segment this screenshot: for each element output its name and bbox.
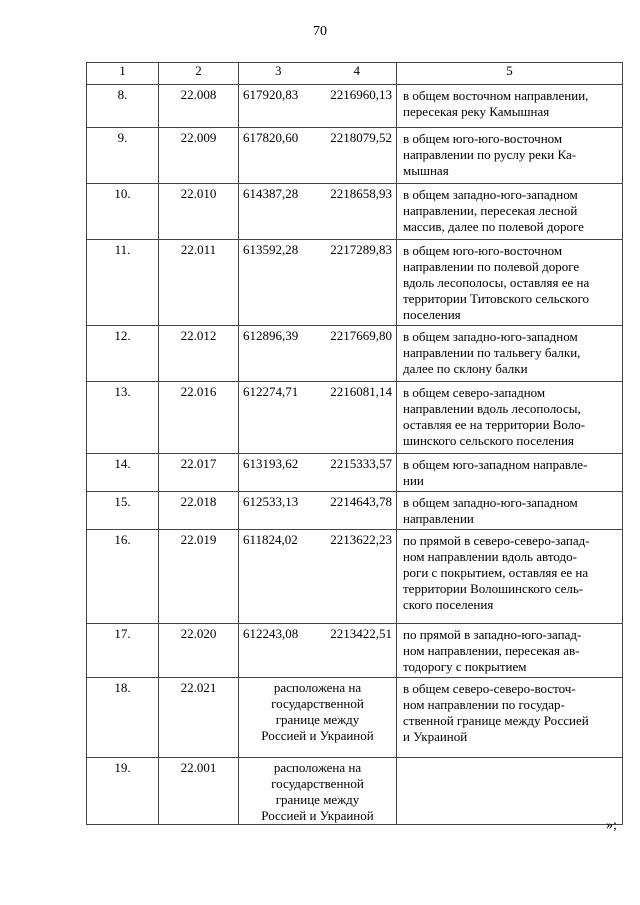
- row-number: 8.: [87, 85, 159, 128]
- coordinate-x: 611824,02: [243, 532, 298, 547]
- description-line: в общем западно-юго-западном: [403, 187, 578, 202]
- description-line: направлении: [403, 511, 474, 526]
- row-number: 14.: [87, 454, 159, 492]
- point-id: 22.019: [159, 530, 239, 624]
- description-line: направлении вдоль лесополосы,: [403, 401, 581, 416]
- table-row: [87, 184, 623, 240]
- location-note-line: расположена на: [273, 760, 362, 775]
- description-line: оставляя ее на территории Воло-: [403, 417, 586, 432]
- direction-description: [397, 758, 623, 825]
- coordinate-x: 612274,71: [243, 384, 299, 399]
- coordinates: [239, 128, 397, 184]
- header-col-5: 5: [397, 63, 623, 85]
- row-number: 15.: [87, 492, 159, 530]
- description-line: мышная: [403, 163, 449, 178]
- coordinate-x: 613193,62: [243, 456, 299, 471]
- direction-description: [397, 128, 623, 184]
- point-id: 22.010: [159, 184, 239, 240]
- table-row: [87, 624, 623, 678]
- description-line: ном направлении по государ-: [403, 697, 565, 712]
- location-note-line: государственной: [271, 696, 364, 711]
- coordinates: [239, 184, 397, 240]
- location-note: [239, 678, 397, 758]
- coordinate-y: 2216081,14: [330, 384, 392, 399]
- location-note-line: Россией и Украиной: [261, 808, 374, 823]
- direction-description: [397, 184, 623, 240]
- description-line: направлении по тальвегу балки,: [403, 345, 581, 360]
- page-number: 70: [313, 24, 327, 39]
- location-note-line: Россией и Украиной: [261, 728, 374, 743]
- description-line: ского поселения: [403, 597, 494, 612]
- table-row: [87, 85, 623, 128]
- description-line: территории Волошинского сель-: [403, 581, 584, 596]
- description-line: тодорогу с покрытием: [403, 659, 527, 674]
- description-line: в общем северо-западном: [403, 385, 546, 400]
- coordinate-y: 2218079,52: [330, 130, 392, 145]
- coordinate-x: 613592,28: [243, 242, 299, 257]
- location-note: [239, 758, 397, 825]
- table-row: [87, 326, 623, 382]
- header-col-1: 1: [87, 63, 159, 85]
- location-note-line: границе между: [275, 792, 360, 807]
- coordinates: [239, 492, 397, 530]
- description-line: в общем восточном направлении,: [403, 88, 589, 103]
- table-row: [87, 530, 623, 624]
- coordinate-y: 2214643,78: [330, 494, 392, 509]
- description-line: ном направлении, пересекая ав-: [403, 643, 580, 658]
- direction-description: [397, 492, 623, 530]
- table-row: [87, 492, 623, 530]
- description-line: направлении по полевой дороге: [403, 259, 580, 274]
- coordinates: [239, 85, 397, 128]
- direction-description: [397, 624, 623, 678]
- direction-description: [397, 454, 623, 492]
- header-col-3-4: [239, 63, 397, 85]
- coordinate-y: 2218658,93: [330, 186, 392, 201]
- description-line: в общем северо-северо-восточ-: [403, 681, 576, 696]
- description-line: вдоль лесополосы, оставляя ее на: [403, 275, 590, 290]
- coordinate-x: 617820,60: [243, 130, 299, 145]
- row-number: 12.: [87, 326, 159, 382]
- row-number: 17.: [87, 624, 159, 678]
- header-col-2: 2: [159, 63, 239, 85]
- coordinates: [239, 530, 397, 624]
- row-number: 18.: [87, 678, 159, 758]
- description-line: в общем юго-западном направле-: [403, 457, 588, 472]
- coordinate-x: 614387,28: [243, 186, 299, 201]
- direction-description: [397, 382, 623, 454]
- description-line: в общем западно-юго-западном: [403, 495, 578, 510]
- description-line: ственной границе между Россией: [403, 713, 589, 728]
- closing-quote: »;: [606, 818, 617, 833]
- description-line: по прямой в северо-северо-запад-: [403, 533, 590, 548]
- location-note-line: расположена на: [273, 680, 362, 695]
- coordinate-y: 2217289,83: [330, 242, 392, 257]
- description-line: пересекая реку Камышная: [403, 104, 550, 119]
- table-row: [87, 678, 623, 758]
- coordinate-y: 2213422,51: [330, 626, 392, 641]
- table-row: [87, 240, 623, 326]
- description-line: нии: [403, 473, 424, 488]
- description-line: в общем юго-юго-восточном: [403, 131, 563, 146]
- description-line: роги с покрытием, оставляя ее на: [403, 565, 589, 580]
- point-id: 22.021: [159, 678, 239, 758]
- direction-description: [397, 678, 623, 758]
- description-line: далее по склону балки: [403, 361, 528, 376]
- table-row: [87, 382, 623, 454]
- coordinates: [239, 382, 397, 454]
- table-row: [87, 758, 623, 825]
- description-line: направлении, пересекая лесной: [403, 203, 578, 218]
- point-id: 22.017: [159, 454, 239, 492]
- boundary-table: [86, 62, 623, 825]
- description-line: по прямой в западно-юго-запад-: [403, 627, 582, 642]
- point-id: 22.012: [159, 326, 239, 382]
- row-number: 10.: [87, 184, 159, 240]
- table-row: [87, 128, 623, 184]
- coordinate-y: 2213622,23: [330, 532, 392, 547]
- point-id: 22.008: [159, 85, 239, 128]
- description-line: в общем западно-юго-западном: [403, 329, 578, 344]
- coordinates: [239, 240, 397, 326]
- row-number: 13.: [87, 382, 159, 454]
- table-row: [87, 454, 623, 492]
- description-line: массив, далее по полевой дороге: [403, 219, 584, 234]
- coordinate-x: 617920,83: [243, 87, 299, 102]
- description-line: шинского сельского поселения: [403, 433, 575, 448]
- description-line: направлении по руслу реки Ка-: [403, 147, 577, 162]
- point-id: 22.016: [159, 382, 239, 454]
- direction-description: [397, 326, 623, 382]
- header-col-3: 3: [275, 63, 282, 78]
- row-number: 19.: [87, 758, 159, 825]
- direction-description: [397, 530, 623, 624]
- coordinate-y: 2216960,13: [330, 87, 392, 102]
- description-line: территории Титовского сельского: [403, 291, 589, 306]
- point-id: 22.020: [159, 624, 239, 678]
- coordinate-x: 612896,39: [243, 328, 299, 343]
- point-id: 22.001: [159, 758, 239, 825]
- point-id: 22.011: [159, 240, 239, 326]
- coordinate-y: 2215333,57: [330, 456, 392, 471]
- row-number: 16.: [87, 530, 159, 624]
- coordinates: [239, 454, 397, 492]
- row-number: 9.: [87, 128, 159, 184]
- description-line: поселения: [403, 307, 461, 322]
- row-number: 11.: [87, 240, 159, 326]
- coordinate-x: 612243,08: [243, 626, 299, 641]
- coordinate-y: 2217669,80: [330, 328, 392, 343]
- coordinate-x: 612533,13: [243, 494, 299, 509]
- direction-description: [397, 240, 623, 326]
- description-line: в общем юго-юго-восточном: [403, 243, 563, 258]
- direction-description: [397, 85, 623, 128]
- table-header-row: [87, 63, 623, 85]
- location-note-line: границе между: [275, 712, 360, 727]
- coordinates: [239, 624, 397, 678]
- point-id: 22.018: [159, 492, 239, 530]
- point-id: 22.009: [159, 128, 239, 184]
- location-note-line: государственной: [271, 776, 364, 791]
- description-line: и Украиной: [403, 729, 468, 744]
- coordinates: [239, 326, 397, 382]
- description-line: ном направлении вдоль автодо-: [403, 549, 577, 564]
- header-col-4: 4: [353, 63, 360, 78]
